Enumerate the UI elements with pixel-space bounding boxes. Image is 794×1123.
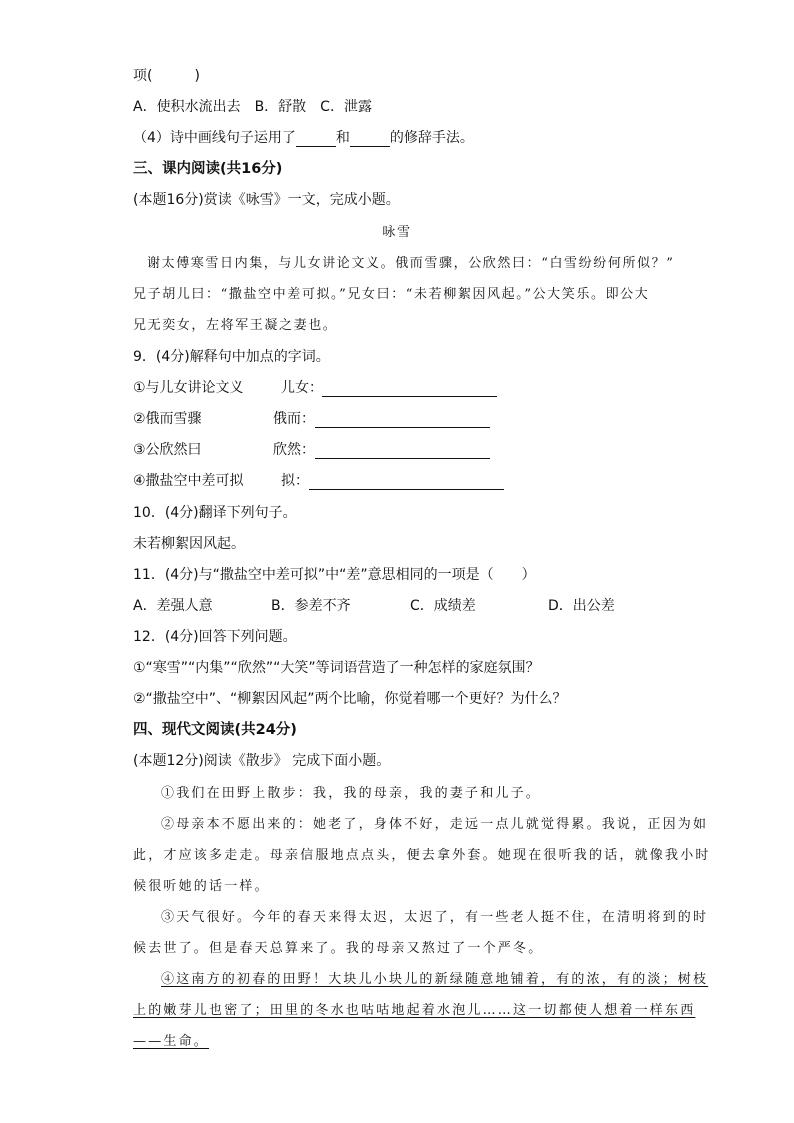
q9-item-2-sentence: ②俄而雪骤 — [133, 411, 202, 427]
section-3-intro: (本题16分)赏读《咏雪》一文，完成小题。 — [133, 192, 400, 208]
q9-item-2-word: 俄而： — [273, 411, 315, 427]
q4-suffix: 的修辞手法。 — [389, 130, 474, 146]
essay-paragraph-4-line-2: 上的嫩芽儿也密了；田里的冬水也咕咕地起着水泡儿……这一切都使人想着一样东西 — [133, 1003, 696, 1018]
q10-sentence: 未若柳絮因风起。 — [133, 536, 245, 552]
essay-paragraph-2-line-1: ②母亲本不愿出来的：她老了，身体不好，走远一点儿就觉得累。我说，正因为如 — [161, 817, 709, 832]
question-4 — [133, 129, 474, 147]
q9-item-3-word: 欣然： — [273, 442, 315, 458]
q11-option-d[interactable]: D．出公差 — [548, 598, 615, 614]
q4-prefix: （4）诗中画线句子运用了 — [133, 130, 296, 146]
q9-item-1-word: 儿女： — [281, 380, 323, 396]
q9-item-4-answer[interactable] — [309, 475, 504, 490]
passage-line-3: 兄无奕女，左将军王凝之妻也。 — [133, 318, 338, 333]
q4-blank-2[interactable] — [350, 132, 390, 147]
question-tail: 项( ) — [133, 68, 200, 84]
q10-stem: 10．(4分)翻译下列句子。 — [133, 505, 297, 521]
q11-option-a[interactable]: A．差强人意 — [133, 598, 213, 614]
q11-option-b[interactable]: B．参差不齐 — [271, 598, 351, 614]
essay-paragraph-3-line-1: ③天气很好。今年的春天来得太迟，太迟了，有一些老人挺不住，在清明将到的时 — [161, 910, 709, 925]
passage-line-1: 谢太傅寒雪日内集，与儿女讲论文义。俄而雪骤，公欣然曰：“白雪纷纷何所似？” — [147, 256, 675, 271]
q12-stem: 12．(4分)回答下列问题。 — [133, 629, 297, 645]
q9-item-4-word: 拟： — [281, 473, 309, 489]
section-3-title: 三、课内阅读(共16分) — [133, 161, 283, 177]
essay-paragraph-3-line-2: 候去世了。但是春天总算来了。我的母亲又熬过了一个严冬。 — [133, 941, 544, 956]
section-4-title: 四、现代文阅读(共24分) — [133, 722, 297, 738]
q9-item-2-answer[interactable] — [315, 413, 490, 428]
q4-mid: 和 — [335, 130, 350, 146]
q11-option-c[interactable]: C．成绩差 — [410, 598, 476, 614]
essay-paragraph-1: ①我们在田野上散步：我，我的母亲，我的妻子和儿子。 — [161, 786, 542, 801]
essay-paragraph-2-line-3: 候很听她的话一样。 — [133, 879, 270, 894]
q9-item-1-sentence: ①与儿女讲论文义 — [133, 380, 244, 396]
essay-paragraph-2-line-2: 此，才应该多走走。母亲信服地点点头，便去拿外套。她现在很听我的话，就像我小时 — [133, 848, 711, 863]
essay-paragraph-4-line-3: ——生命。 — [133, 1034, 210, 1049]
q9-item-1-answer[interactable] — [322, 382, 497, 397]
essay-paragraph-4-line-1: ④这南方的初春的田野！大块儿小块儿的新绿随意地铺着，有的浓，有的淡；树枝 — [161, 972, 709, 987]
question-options: A．使积水流出去 B．舒散 C．泄露 — [133, 99, 372, 115]
q9-item-3-answer[interactable] — [315, 444, 490, 459]
q4-blank-1[interactable] — [296, 132, 336, 147]
q11-stem: 11．(4分)与“撒盐空中差可拟”中“差”意思相同的一项是（ ） — [133, 567, 536, 583]
q12-item-1: ①“寒雪”“内集”“欣然”“大笑”等词语营造了一种怎样的家庭氛围？ — [133, 660, 540, 676]
q9-stem: 9．(4分)解释句中加点的字词。 — [133, 349, 330, 365]
passage-title: 咏雪 — [382, 225, 412, 240]
passage-line-2: 兄子胡儿曰：“撒盐空中差可拟。”兄女曰：“未若柳絮因风起。”公大笑乐。即公大 — [133, 287, 650, 302]
q9-item-3-sentence: ③公欣然曰 — [133, 442, 202, 458]
q12-item-2: ②“撒盐空中”、“柳絮因风起”两个比喻，你觉着哪一个更好？为什么？ — [133, 691, 567, 707]
q9-item-4-sentence: ④撒盐空中差可拟 — [133, 473, 244, 489]
section-4-intro: (本题12分)阅读《散步》 完成下面小题。 — [133, 753, 391, 769]
